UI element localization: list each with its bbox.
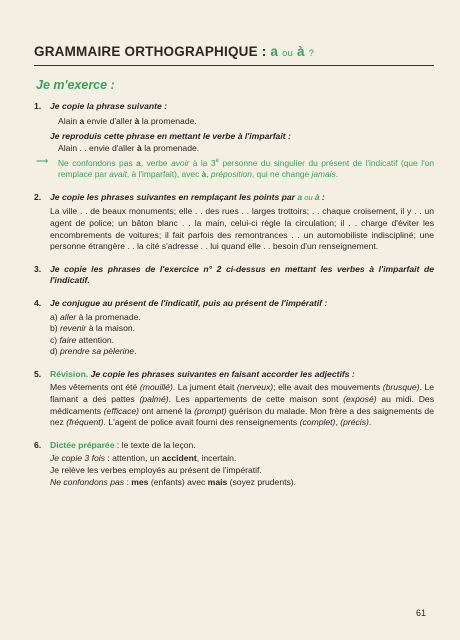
- exercise-3: [34, 264, 434, 287]
- list-item: c) faire attention.: [50, 334, 115, 345]
- title-ou: ou: [282, 48, 294, 59]
- dictation-line: Je copie 3 fois : attention, un accident, incertain.: [50, 453, 237, 464]
- title-rule: [34, 65, 434, 66]
- title-text: GRAMMAIRE ORTHOGRAPHIQUE :: [34, 44, 267, 59]
- exercise-4: [34, 298, 434, 358]
- page-number: 61: [415, 608, 426, 618]
- dictation-line: Ne confondons pas : mes (enfants) avec mais (soyez prudents).: [50, 476, 297, 487]
- sentence: Alain . . envie d'aller à la promenade.: [58, 142, 200, 153]
- title-question: ?: [308, 48, 315, 59]
- dictation-line: Je relève les verbes employés au présent de l'impératif.: [50, 465, 262, 476]
- exercise-text: La ville . . de beaux monuments; elle . . des rues . . larges trottoirs; . . chaque croisement, il y . . un agent de police; un bâton blanc . . la main, celui-ci règle la circulation; il . . charge d'éviter les encombrements de voitures; il fait parfois des remontrances . . un automobiliste indiscipliné; une personne étrangère . . la cité s'adresse . . lui quand elle . . besoin d'un renseignement.: [50, 206, 434, 252]
- exercise-number: 4.: [34, 297, 42, 308]
- conjugation-list: [50, 312, 434, 358]
- dictation-heading: Dictée préparée : le texte de la leçon.: [50, 439, 196, 450]
- grammar-note: ⟶ Ne confondons pas a, verbe avoir à la 3e personne du singulier du présent de l'indicatif (que l'on remplace par avait, à l'imparfait), avec à, préposition, qui ne change jamais.: [36, 156, 434, 179]
- list-item: a) aller à la promenade.: [50, 311, 141, 322]
- exercise-number: 3.: [34, 263, 42, 274]
- exercise-1: [34, 101, 434, 180]
- title-a: a: [270, 44, 279, 59]
- list-item: d) prendre sa pèlerine.: [50, 346, 137, 357]
- exercise-number: 6.: [34, 439, 42, 450]
- instruction: Je copie la phrase suivante :: [50, 101, 168, 111]
- exercise-heading: Je m'exerce :: [36, 78, 115, 92]
- exercise-6: [34, 440, 434, 488]
- exercise-number: 1.: [34, 101, 42, 111]
- instruction: Je copie les phrases suivantes en remplaçant les points par a ou à :: [50, 191, 325, 202]
- exercise-2: [34, 192, 434, 253]
- instruction: Je reproduis cette phrase en mettant le verbe à l'imparfait :: [50, 131, 291, 142]
- instruction: Révision. Je copie les phrases suivantes en faisant accorder les adjectifs :: [50, 368, 355, 379]
- exercise-text: Mes vêtements ont été (mouillé). La jument était (nerveux); elle avait des mouvements (brusque). Le flamant a des pattes (palmé). Les appartements de cette maison sont (exposé) au midi. Des médicaments (efficace) ont amené la (prompt) guérison du malade. Mon frère a des saignements de nez (fréquent). L'agent de police avait fourni des renseignements (complet), (précis).: [50, 382, 434, 428]
- exercise-5: [34, 369, 434, 429]
- sentence: Alain a envie d'aller à la promenade.: [58, 115, 197, 126]
- page-title: [34, 44, 434, 59]
- title-a-accent: à: [297, 44, 305, 59]
- instruction: Je conjugue au présent de l'indicatif, puis au présent de l'impératif :: [50, 297, 328, 308]
- list-item: b) revenir à la maison.: [50, 323, 136, 334]
- instruction: Je copie les phrases de l'exercice n° 2 ci-dessus en mettant les verbes à l'imparfait de l'indicatif.: [50, 263, 434, 286]
- arrow-icon: ⟶: [36, 156, 49, 167]
- exercise-number: 5.: [34, 368, 42, 379]
- exercise-number: 2.: [34, 191, 42, 202]
